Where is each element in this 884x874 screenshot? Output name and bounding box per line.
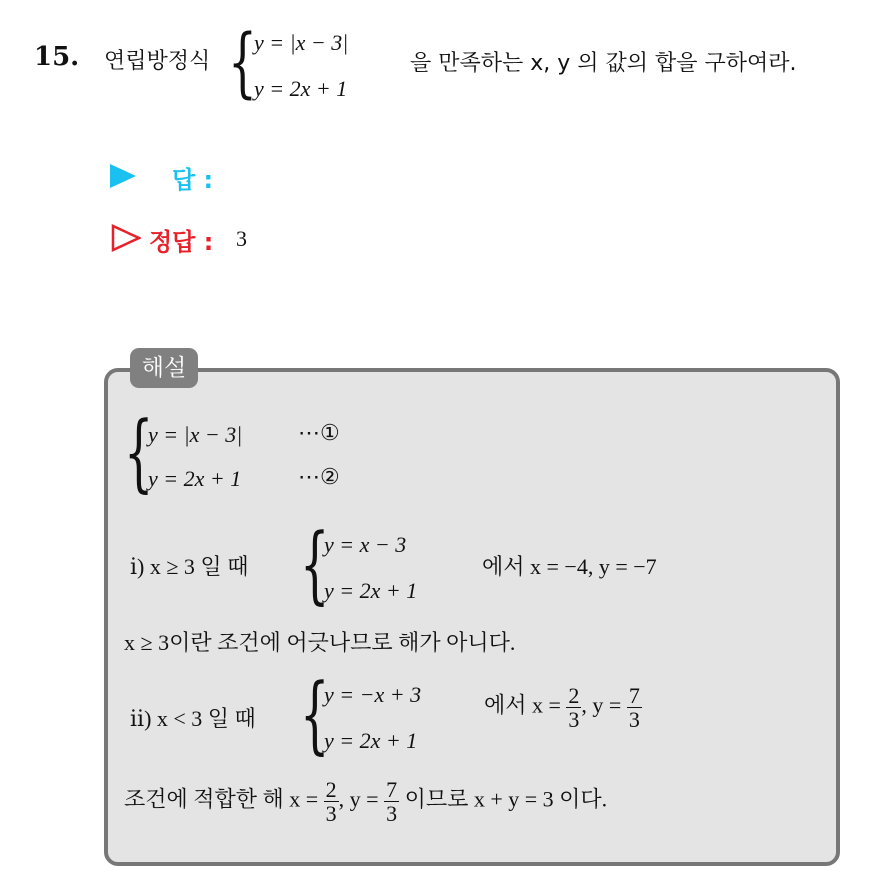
fraction-denominator: 3 — [325, 801, 337, 827]
case-1-brace: { — [300, 515, 330, 613]
answer-arrow-icon — [110, 164, 136, 188]
final-x-fraction — [324, 778, 339, 825]
fraction-denominator: 3 — [386, 801, 398, 827]
solution-tag: 해설 — [130, 348, 198, 388]
case-1-equation-1: y = x − 3 — [324, 532, 407, 557]
fraction-numerator: 2 — [325, 777, 337, 802]
case-2-brace: { — [300, 665, 330, 763]
solution-equation-1: y = |x − 3| — [148, 422, 243, 447]
case-1-equation-2: y = 2x + 1 — [324, 578, 418, 603]
case-2-y-prefix: , y = — [581, 692, 622, 718]
system-brace: { — [228, 17, 258, 106]
fraction-numerator: 7 — [628, 683, 640, 708]
question-number: 15. — [34, 42, 80, 72]
case-2-y-fraction — [627, 684, 642, 731]
case-2-label: ⅱ) x < 3 일 때 — [130, 706, 256, 731]
correct-answer-label: 정답 : — [149, 228, 214, 256]
equation-1-marker: ⋯① — [298, 420, 340, 445]
fraction-denominator: 3 — [568, 707, 580, 733]
answer-label: 답 : — [172, 166, 214, 194]
equation-2-marker: ⋯② — [298, 464, 340, 489]
case-1-result: 에서 x = −4, y = −7 — [482, 554, 657, 579]
case-1-note: x ≥ 3이란 조건에 어긋나므로 해가 아니다. — [124, 630, 516, 655]
solution-system-brace: { — [124, 403, 154, 501]
fraction-denominator: 3 — [628, 707, 640, 733]
problem-equation-1: y = |x − 3| — [254, 30, 349, 55]
question-suffix: 을 만족하는 x, y 의 값의 합을 구하여라. — [410, 51, 797, 76]
question-prefix: 연립방정식 — [104, 49, 211, 74]
problem-equation-2: y = 2x + 1 — [254, 76, 348, 101]
final-suffix: 이므로 x + y = 3 이다. — [404, 786, 608, 812]
case-2-result — [484, 684, 642, 731]
solution-equation-2: y = 2x + 1 — [148, 466, 242, 491]
correct-answer-value: 3 — [236, 226, 247, 251]
final-prefix: 조건에 적합한 해 x = — [124, 786, 319, 812]
case-2-equation-2: y = 2x + 1 — [324, 728, 418, 753]
case-1-label: ⅰ) x ≥ 3 일 때 — [130, 554, 249, 579]
case-2-result-prefix: 에서 x = — [484, 692, 561, 718]
case-2-equation-1: y = −x + 3 — [324, 682, 422, 707]
fraction-numerator: 2 — [568, 683, 580, 708]
final-conclusion — [124, 778, 607, 825]
final-mid: , y = — [338, 786, 379, 812]
correct-answer-arrow-icon — [111, 224, 141, 252]
fraction-numerator: 7 — [386, 777, 398, 802]
case-2-x-fraction — [566, 684, 581, 731]
final-y-fraction — [384, 778, 399, 825]
